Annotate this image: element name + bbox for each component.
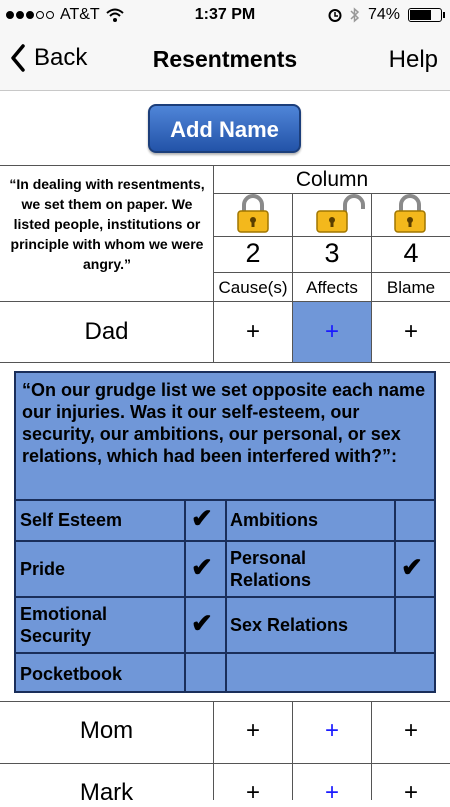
divider (0, 301, 450, 302)
cause-add-button[interactable]: + (245, 318, 260, 345)
divider (0, 165, 450, 166)
check-icon[interactable]: ✔ (191, 503, 213, 533)
status-right (328, 6, 442, 24)
battery-percent: 74% (367, 6, 400, 23)
injury-item[interactable]: Pocketbook (20, 664, 123, 684)
blame-add-button[interactable]: + (403, 779, 418, 806)
column-label: Cause(s) (218, 278, 288, 297)
affects-add-button[interactable]: + (324, 318, 339, 345)
add-name-button[interactable]: Add Name (148, 104, 301, 153)
padlock-closed-icon[interactable] (391, 194, 429, 234)
clock: 1:37 PM (194, 6, 256, 23)
check-icon[interactable]: ✔ (191, 608, 213, 638)
column-label: Blame (386, 278, 436, 297)
blame-add-button[interactable]: + (403, 318, 418, 345)
injury-item[interactable]: Self Esteem (20, 510, 123, 530)
divider (214, 272, 450, 273)
divider (214, 236, 450, 237)
column-number: 3 (324, 238, 340, 268)
navigation-bar (0, 32, 450, 91)
column-label: Affects (306, 278, 358, 297)
divider (0, 362, 450, 363)
row-name[interactable]: Mom (79, 717, 134, 744)
back-label: Back (34, 44, 88, 71)
help-button[interactable]: Help (388, 46, 438, 73)
carrier-label: AT&T (60, 6, 100, 23)
padlock-open-icon[interactable] (313, 194, 365, 234)
divider (0, 763, 450, 764)
row-name[interactable]: Mark (79, 779, 134, 806)
column-number: 4 (403, 238, 419, 268)
grudge-quote: “On our grudge list we set opposite each name our injuries. Was it our self-esteem, our security, our ambitions, our personal, or sex relations, which had been interfered with?”: (22, 380, 426, 466)
injury-item[interactable]: Sex Relations (230, 615, 349, 635)
cause-add-button[interactable]: + (245, 779, 260, 806)
alarm-icon (328, 8, 342, 22)
check-icon[interactable]: ✔ (401, 552, 423, 582)
grudge-panel (14, 371, 436, 693)
affects-add-button[interactable]: + (324, 779, 339, 806)
injury-item[interactable]: Personal Relations (230, 548, 312, 590)
column-title: Column (295, 168, 369, 191)
row-name[interactable]: Dad (84, 318, 129, 345)
padlock-closed-icon[interactable] (234, 194, 272, 234)
divider (0, 701, 450, 702)
blame-add-button[interactable]: + (403, 717, 418, 744)
cause-add-button[interactable]: + (245, 717, 260, 744)
page-title: Resentments (152, 46, 298, 72)
injury-item[interactable]: Ambitions (230, 510, 318, 530)
battery-icon (408, 8, 442, 22)
column-number: 2 (245, 238, 261, 268)
status-bar (0, 0, 450, 32)
check-icon[interactable]: ✔ (191, 552, 213, 582)
injury-item[interactable]: Pride (20, 559, 66, 579)
bluetooth-icon (350, 7, 360, 23)
affects-add-button[interactable]: + (324, 717, 339, 744)
injury-item[interactable]: Emotional Security (20, 604, 108, 646)
intro-quote: “In dealing with resentments, we set them on paper. We listed people, institutions or principle with whom we were angry.” (9, 176, 205, 272)
